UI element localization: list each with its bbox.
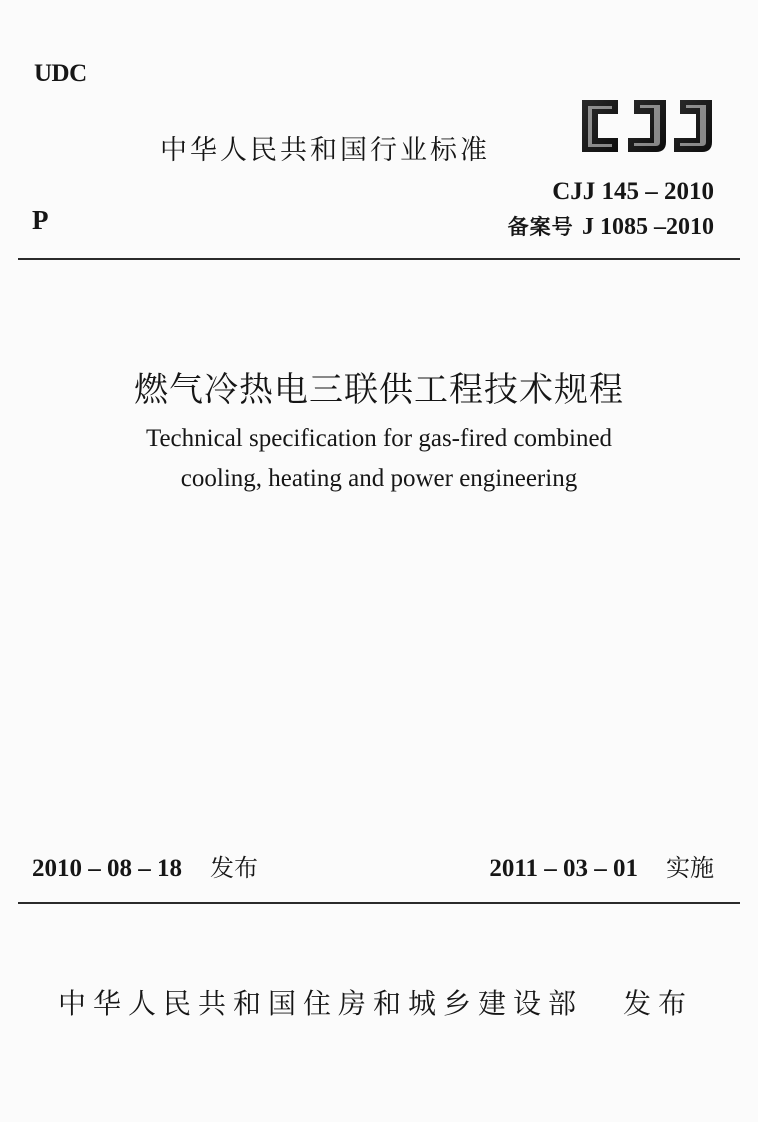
implementation-date: 2011 – 03 – 01	[489, 855, 638, 882]
publisher-suffix: 发布	[623, 987, 694, 1020]
implementation-label: 实施	[666, 854, 714, 882]
category-letter: P	[32, 205, 49, 235]
implementation-date-block	[489, 848, 714, 883]
record-number	[508, 211, 714, 241]
document-title-chinese: 燃气冷热电三联供工程技术规程	[134, 370, 624, 410]
svg-text:CJJ: CJJ	[646, 132, 648, 133]
top-divider	[18, 258, 740, 260]
industry-standard-heading: 中华人民共和国行业标准	[160, 135, 490, 166]
publisher-name: 中华人民共和国住房和城乡建设部	[58, 987, 584, 1020]
bottom-divider	[18, 902, 740, 904]
issue-date: 2010 – 08 – 18	[32, 855, 182, 882]
document-title-english-line2: cooling, heating and power engineering	[180, 465, 578, 492]
issue-label: 发布	[210, 854, 258, 882]
document-title-english-line1: Technical specification for gas-fired combined	[145, 425, 613, 452]
publisher	[58, 982, 693, 1022]
record-value: J 1085 –2010	[582, 214, 714, 240]
udc-label: UDC	[34, 60, 87, 87]
cjj-logo	[576, 92, 716, 160]
issue-date-block	[32, 848, 258, 883]
record-label: 备案号	[507, 215, 574, 239]
standard-code: CJJ 145 – 2010	[552, 178, 714, 205]
